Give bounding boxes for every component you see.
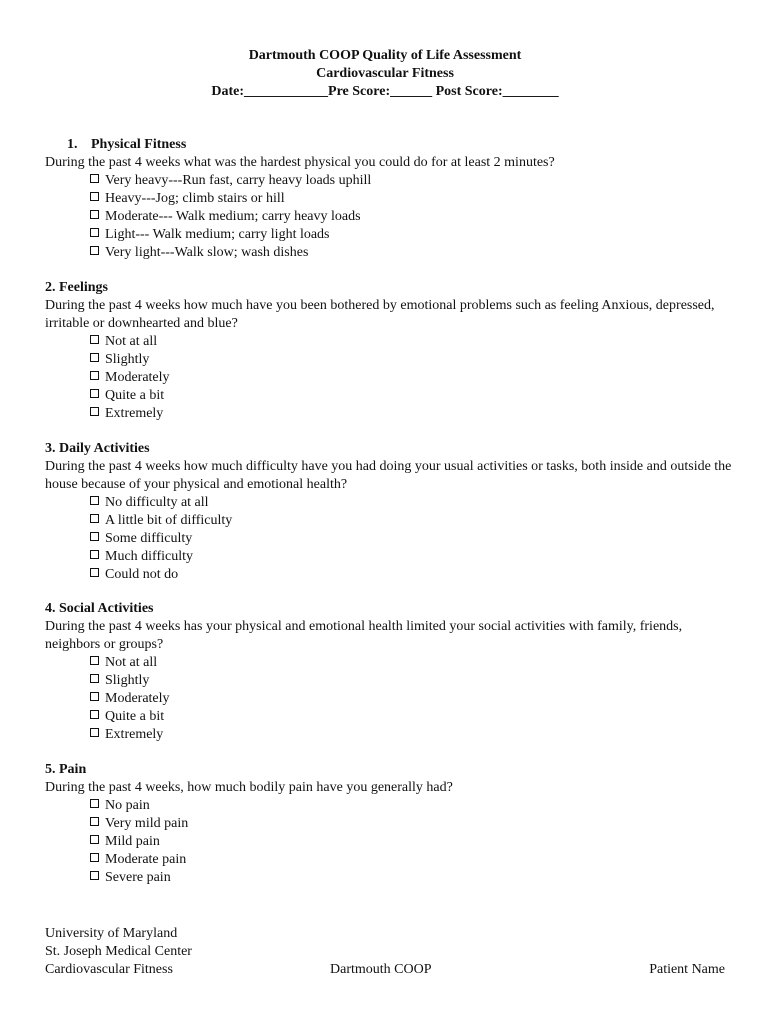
option-label: Light--- Walk medium; carry light loads <box>105 227 330 242</box>
footer-line <box>45 961 725 979</box>
option-item[interactable] <box>90 512 735 530</box>
checkbox-icon[interactable] <box>90 656 99 665</box>
checkbox-icon[interactable] <box>90 674 99 683</box>
checkbox-icon[interactable] <box>90 728 99 737</box>
option-label: Very light---Walk slow; wash dishes <box>105 245 309 260</box>
option-label: Moderately <box>105 370 170 385</box>
document-title: Dartmouth COOP Quality of Life Assessment <box>248 48 522 63</box>
option-list <box>45 333 735 423</box>
checkbox-icon[interactable] <box>90 228 99 237</box>
option-label: Not at all <box>105 655 158 670</box>
option-item[interactable] <box>90 708 735 726</box>
option-label: Very heavy---Run fast, carry heavy loads uphill <box>105 173 372 188</box>
section-heading <box>45 136 735 154</box>
score-line: Date:____________Pre Score:______ Post Score:________ <box>211 84 559 99</box>
footer-line <box>45 925 725 943</box>
checkbox-icon[interactable] <box>90 335 99 344</box>
option-item[interactable] <box>90 726 735 744</box>
checkbox-icon[interactable] <box>90 692 99 701</box>
checkbox-icon[interactable] <box>90 817 99 826</box>
section-heading <box>45 440 735 458</box>
section-number: 1. <box>67 137 78 152</box>
section-heading <box>45 279 735 297</box>
document-subtitle: Cardiovascular Fitness <box>316 66 454 81</box>
footer-line <box>45 943 725 961</box>
option-label: Quite a bit <box>105 709 165 724</box>
option-label: Extremely <box>105 406 164 421</box>
option-item[interactable] <box>90 566 735 584</box>
checkbox-icon[interactable] <box>90 246 99 255</box>
question-text: During the past 4 weeks what was the hardest physical you could do for at least 2 minutes? <box>45 155 555 170</box>
checkbox-icon[interactable] <box>90 710 99 719</box>
option-list <box>45 494 735 584</box>
option-item[interactable] <box>90 226 735 244</box>
section-title: Daily Activities <box>59 441 150 456</box>
section-title: Feelings <box>59 280 108 295</box>
checkbox-icon[interactable] <box>90 871 99 880</box>
option-label: Mild pain <box>105 834 160 849</box>
footer-center-label: Dartmouth COOP <box>330 962 432 977</box>
section-physical-fitness <box>45 136 735 262</box>
checkbox-icon[interactable] <box>90 568 99 577</box>
option-item[interactable] <box>90 530 735 548</box>
option-label: Extremely <box>105 727 164 742</box>
footer-institution: University of Maryland <box>45 926 178 941</box>
checkbox-icon[interactable] <box>90 514 99 523</box>
option-list <box>45 797 735 887</box>
section-social-activities <box>45 600 735 744</box>
question-text: During the past 4 weeks how much have you been bothered by emotional problems such as feeling Anxious, depressed, irritable or downhearted and blue? <box>45 298 715 331</box>
footer-patient-name: Patient Name <box>649 962 725 977</box>
page-footer <box>45 925 725 979</box>
checkbox-icon[interactable] <box>90 532 99 541</box>
section-title: Physical Fitness <box>91 137 187 152</box>
section-pain <box>45 761 735 887</box>
option-label: Much difficulty <box>105 549 194 564</box>
option-label: Very mild pain <box>105 816 189 831</box>
option-label: Some difficulty <box>105 531 193 546</box>
option-item[interactable] <box>90 190 735 208</box>
checkbox-icon[interactable] <box>90 799 99 808</box>
option-label: Slightly <box>105 673 150 688</box>
document-header <box>0 47 770 101</box>
option-label: Moderately <box>105 691 170 706</box>
option-list <box>45 654 735 744</box>
checkbox-icon[interactable] <box>90 371 99 380</box>
section-number: 2. <box>45 280 56 295</box>
checkbox-icon[interactable] <box>90 210 99 219</box>
option-item[interactable] <box>90 172 735 190</box>
checkbox-icon[interactable] <box>90 550 99 559</box>
option-item[interactable] <box>90 548 735 566</box>
option-label: Severe pain <box>105 870 171 885</box>
checkbox-icon[interactable] <box>90 389 99 398</box>
option-item[interactable] <box>90 797 735 815</box>
section-number: 5. <box>45 762 56 777</box>
option-item[interactable] <box>90 815 735 833</box>
section-feelings <box>45 279 735 423</box>
section-heading <box>45 761 735 779</box>
option-item[interactable] <box>90 869 735 887</box>
section-title: Social Activities <box>59 601 154 616</box>
option-item[interactable] <box>90 851 735 869</box>
option-label: Moderate pain <box>105 852 187 867</box>
option-item[interactable] <box>90 351 735 369</box>
option-label: No pain <box>105 798 150 813</box>
checkbox-icon[interactable] <box>90 835 99 844</box>
option-label: Heavy---Jog; climb stairs or hill <box>105 191 285 206</box>
checkbox-icon[interactable] <box>90 353 99 362</box>
option-label: Not at all <box>105 334 158 349</box>
option-item[interactable] <box>90 654 735 672</box>
option-item[interactable] <box>90 333 735 351</box>
question-text: During the past 4 weeks how much difficulty have you had doing your usual activities or tasks, both inside and outside the house because of your physical and emotional health? <box>45 459 732 492</box>
checkbox-icon[interactable] <box>90 496 99 505</box>
checkbox-icon[interactable] <box>90 853 99 862</box>
option-item[interactable] <box>90 690 735 708</box>
option-label: Moderate--- Walk medium; carry heavy loads <box>105 209 361 224</box>
option-item[interactable] <box>90 833 735 851</box>
option-list <box>45 172 735 262</box>
footer-program: Cardiovascular Fitness <box>45 962 173 977</box>
option-item[interactable] <box>90 494 735 512</box>
section-number: 4. <box>45 601 56 616</box>
option-item[interactable] <box>90 369 735 387</box>
option-item[interactable] <box>90 672 735 690</box>
checkbox-icon[interactable] <box>90 192 99 201</box>
checkbox-icon[interactable] <box>90 174 99 183</box>
option-item[interactable] <box>90 244 735 262</box>
footer-medical-center: St. Joseph Medical Center <box>45 944 192 959</box>
option-label: A little bit of difficulty <box>105 513 233 528</box>
option-label: Slightly <box>105 352 150 367</box>
option-item[interactable] <box>90 387 735 405</box>
checkbox-icon[interactable] <box>90 407 99 416</box>
section-heading <box>45 600 735 618</box>
section-daily-activities <box>45 440 735 584</box>
option-item[interactable] <box>90 208 735 226</box>
option-label: Could not do <box>105 567 179 582</box>
section-title: Pain <box>59 762 87 777</box>
option-item[interactable] <box>90 405 735 423</box>
option-label: No difficulty at all <box>105 495 209 510</box>
option-label: Quite a bit <box>105 388 165 403</box>
question-text: During the past 4 weeks has your physical and emotional health limited your social activities with family, friends, neighbors or groups? <box>45 619 683 652</box>
section-number: 3. <box>45 441 56 456</box>
question-text: During the past 4 weeks, how much bodily pain have you generally had? <box>45 780 453 795</box>
